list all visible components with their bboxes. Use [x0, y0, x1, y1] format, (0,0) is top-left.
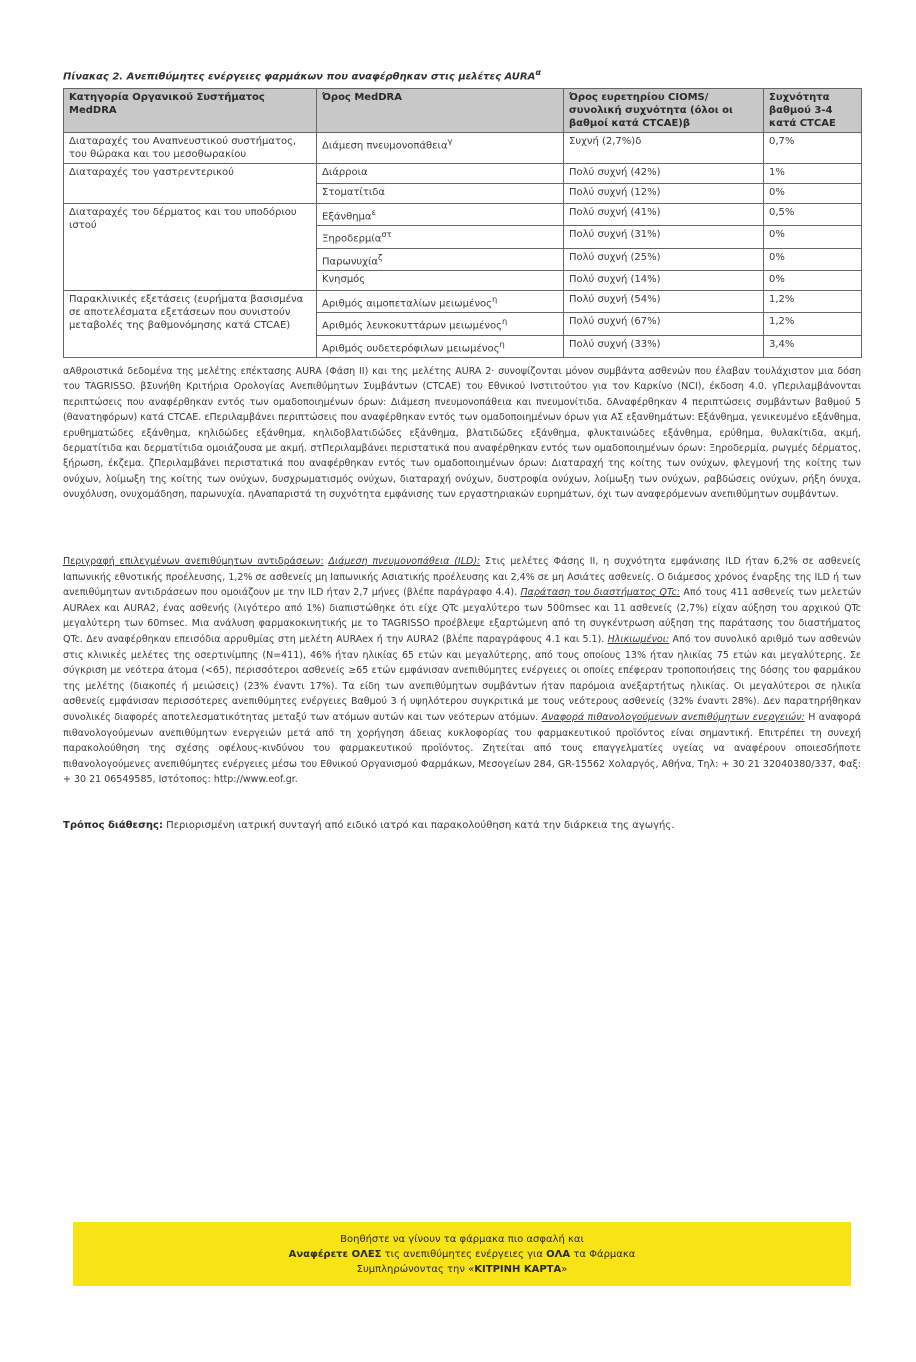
- freq-cell: Συχνή (2,7%)δ: [564, 133, 764, 164]
- term-cell: [317, 335, 564, 357]
- term-cell: [317, 270, 564, 290]
- section-heading: Περιγραφή επιλεγμένων ανεπιθύμητων αντιδράσεων:: [63, 556, 324, 567]
- term-text: Αριθμός αιμοπεταλίων μειωμένος: [322, 298, 493, 310]
- freq-cell: Πολύ συχνή (67%): [564, 313, 764, 335]
- freq-cell: Πολύ συχνή (14%): [564, 270, 764, 290]
- term-sup: ζ: [377, 251, 383, 262]
- term-text: Παρωνυχία: [322, 255, 378, 267]
- banner-text: τις ανεπιθύμητες ενέργειες για: [381, 1248, 547, 1260]
- header-soc: Κατηγορία Οργανικού Συστήματος MedDRA: [64, 89, 317, 133]
- table-header-row: [64, 89, 862, 133]
- table-row: [64, 290, 862, 312]
- grade-cell: 1%: [764, 164, 862, 184]
- table-row: [64, 204, 862, 226]
- freq-cell: Πολύ συχνή (31%): [564, 226, 764, 248]
- grade-cell: 0%: [764, 184, 862, 204]
- qtc-text: Από τους 411 ασθενείς των μελετών AURAex και AURA2, ένας ασθενής (λιγότερο από 1%) διαπιστώθηκε ότι είχε QTc μεγαλύτερο των 500msec και 11 ασθενείς (2,7%) είχαν αύξηση του αρχικού QTc μεγαλύτερη των 60msec. Μια ανάλυση φαρμακοκινητικής με το TAGRISSO προέβλεψε εξαρτώμενη από τη συγκέντρωση αύξηση της παράτασης του διαστήματος QTc. Δεν αναφέρθηκαν επεισόδια αρρυθμίας στη μελέτη AURAex ή την AURA2 (βλέπε παραγράφους 4.1 και 5.1).: [63, 587, 861, 645]
- elderly-text: Από τον συνολικό αριθμό των ασθενών στις κλινικές μελέτες της οσερτινίμπης (N=411), 46% ήταν ηλικίας 65 ετών και μεγαλύτερης, από τους οποίους 13% ήταν ηλικίας 75 ετών και μεγαλύτερης. Σε σύγκριση με νεότερα άτομα (<65), περισσότεροι ασθενείς ≥65 ετών εμφάνισαν ανεπιθύμητες ενέργειες οι οποίες επέφεραν τροποποιήσεις της δόσης του φαρμάκου της μελέτης (διακοπές ή μειώσεις) (23% έναντι 17%). Τα είδη των ανεπιθύμητων συμβάντων ήταν παρόμοια ανεξαρτήτως ηλικίας. Οι μεγαλύτεροι σε ηλικία ασθενείς εμφάνισαν περισσότερες ανεπιθύμητες ενέργειες Βαθμού 3 ή υψηλότερου συγκριτικά με τους νεότερους ασθενείς (32% έναντι 28%). Δεν παρατηρήθηκαν συνολικές διαφορές αποτελεσματικότητας μεταξύ των ατόμων αυτών και των νεότερων ατόμων.: [63, 633, 861, 723]
- freq-cell: Πολύ συχνή (41%): [564, 204, 764, 226]
- term-cell: [317, 184, 564, 204]
- soc-cell: Διαταραχές του δέρματος και του υποδόριου ιστού: [64, 204, 317, 291]
- banner-emphasis: ΟΛΑ: [546, 1248, 571, 1260]
- table-footnotes: αΑθροιστικά δεδομένα της μελέτης επέκτασης AURA (Φάση ΙΙ) και της μελέτης AURA 2· συνοψίζονται μόνον συμβάντα ασθενών που έλαβαν τουλάχιστον μια δόση του TAGRISSO. βΣυνήθη Κριτήρια Ορολογίας Ανεπιθύμητων Συμβάντων (CTCAE) του Εθνικού Ινστιτούτου για τον Καρκίνο (NCI), έκδοση 4.0. γΠεριλαμβάνονται περιπτώσεις που αναφέρθηκαν εντός των ομαδοποιημένων όρων: Διάμεση πνευμονοπάθεια και πνευμονίτιδα. δΑναφέρθηκαν 4 περιπτώσεις συμβάντων βαθμού 5 (θανατηφόρων) κατά CTCAE. εΠεριλαμβάνει περιπτώσεις που αναφέρθηκαν εντός των ομαδοποιημένων όρων για ΑΣ εξανθημάτων: Εξάνθημα, γενικευμένο εξάνθημα, ερυθηματώδες εξάνθημα, κηλιδώδες εξάνθημα, κηλιδοβλατιδώδες εξάνθημα, βλατιδώδες εξάνθημα, φλυκταινώδες εξάνθημα, ερύθημα, θυλακίτιδα, ακμή, δερματίτιδα και δερματίτιδα ομοιάζουσα με ακμή. στΠεριλαμβάνει περιστατικά που αναφέρθηκαν εντός των ομαδοποιημένων όρων: Ξηροδερμία, ρωγμές δέρματος, ξήρωση, έκζεμα. ζΠεριλαμβάνει περιστατικά που αναφέρθηκαν εντός των ομαδοποιημένων όρων: Διαταραχή της κοίτης των ονύχων, φλεγμονή της κοίτης των ονύχων, λοίμωξη της κοίτης των ονύχων, δυσχρωματισμός ονύχων, διαταραχή ονύχων, δυστροφία ονύχων, λοίμωξη των ονύχων, ραβδώσεις ονύχων, ρήξη όνυχα, ονυχόλυση, ονυχομάδηση, παρωνυχία. ηΑναπαριστά τη συχνότητα εμφάνισης των εργαστηριακών ευρημάτων, όχι των αναφερόμενων ανεπιθύμητων συμβάντων.: [63, 366, 861, 501]
- table-row: [64, 164, 862, 184]
- term-sup: η: [499, 338, 505, 349]
- soc-cell: Διαταραχές του Αναπνευστικού συστήματος, του θώρακα και του μεσοθωρακίου: [64, 133, 317, 164]
- grade-cell: 0,5%: [764, 204, 862, 226]
- banner-line-3: [73, 1262, 851, 1277]
- header-meddra-term: Όρος MedDRA: [317, 89, 564, 133]
- banner-emphasis: ΚΙΤΡΙΝΗ ΚΑΡΤΑ: [474, 1263, 562, 1275]
- soc-cell: Παρακλινικές εξετάσεις (ευρήματα βασισμένα σε αποτελέσματα εξετάσεων που συνιστούν μεταβολές της βαθμονόμησης κατά CTCAE): [64, 290, 317, 357]
- reporting-heading: Αναφορά πιθανολογούμενων ανεπιθύμητων ενεργειών:: [541, 711, 805, 723]
- grade-cell: 0,7%: [764, 133, 862, 164]
- selected-adverse-reactions-section: [63, 554, 861, 788]
- freq-cell: Πολύ συχνή (25%): [564, 248, 764, 270]
- banner-emphasis: Αναφέρετε ΟΛΕΣ: [288, 1248, 382, 1260]
- table-caption: [63, 67, 863, 82]
- freq-cell: Πολύ συχνή (54%): [564, 290, 764, 312]
- yellow-card-banner: [73, 1222, 851, 1286]
- term-text: Στοματίτιδα: [322, 187, 385, 198]
- table-caption-text: Πίνακας 2. Ανεπιθύμητες ενέργειες φαρμάκων που αναφέρθηκαν στις μελέτες AURA: [63, 71, 536, 83]
- term-cell: [317, 248, 564, 270]
- header-grade-3-4: Συχνότητα βαθμού 3-4 κατά CTCAE: [764, 89, 862, 133]
- term-cell: [317, 226, 564, 248]
- term-text: Ξηροδερμία: [322, 233, 382, 245]
- term-cell: [317, 133, 564, 164]
- term-sup: ε: [371, 207, 376, 217]
- qtc-heading: Παράταση του διαστήματος QTc:: [520, 587, 681, 599]
- grade-cell: 0%: [764, 226, 862, 248]
- ild-text: Στις μελέτες Φάσης II, η συχνότητα εμφάνισης ILD ήταν 6,2% σε ασθενείς Ιαπωνικής εθνοτικής προέλευσης, 1,2% σε ασθενείς μη Ιαπωνικής Ασιατικής προέλευσης και 2,4% σε μη Ασιάτες ασθενείς. Ο διάμεσος χρόνος έναρξης της ILD ή των ανεπιθύμητων αντιδράσεων που ομοιάζουν με την ILD ήταν 2,7 μήνες (βλέπε παράγραφο 4.4).: [63, 556, 861, 599]
- term-cell: [317, 164, 564, 184]
- term-text: Κνησμός: [322, 273, 366, 285]
- banner-text: Συμπληρώνοντας την «: [356, 1263, 475, 1275]
- grade-cell: 1,2%: [764, 290, 862, 312]
- term-text: Εξάνθημα: [322, 211, 372, 223]
- banner-line-1: Βοηθήστε να γίνουν τα φάρμακα πιο ασφαλή και: [340, 1233, 584, 1245]
- dispensing-method: [63, 820, 861, 831]
- table-row: [64, 133, 862, 164]
- soc-cell: Διαταραχές του γαστρεντερικού: [64, 164, 317, 204]
- term-text: Αριθμός λευκοκυττάρων μειωμένος: [322, 320, 503, 332]
- term-sup: γ: [447, 136, 453, 146]
- term-cell: [317, 313, 564, 335]
- term-cell: [317, 204, 564, 226]
- term-text: Αριθμός ουδετερόφιλων μειωμένος: [322, 342, 500, 354]
- dispensing-text: Περιορισμένη ιατρική συνταγή από ειδικό ιατρό και παρακολούθηση κατά την διάρκεια της αγωγής.: [162, 820, 675, 831]
- reporting-text: Η αναφορά πιθανολογούμενων ανεπιθύμητων ενεργειών μετά από τη χορήγηση άδειας κυκλοφορίας του φαρμακευτικού προϊόντος είναι σημαντική. Επιτρέπει τη συνεχή παρακολούθηση της σχέσης οφέλους-κινδύνου του φαρμακευτικού προϊόντος. Ζητείται από τους επαγγελματίες υγείας να αναφέρουν οποιεσδήποτε πιθανολογούμενες ανεπιθύμητες ενέργειες μέσω του Εθνικού Οργανισμού Φαρμάκων, Μεσογείων 284, GR-15562 Χολαργός, Αθήνα, Τηλ: + 30 21 32040380/337, Φαξ: + 30 21 06549585, Ιστότοπος: http://www.eof.gr.: [63, 711, 862, 786]
- grade-cell: 1,2%: [764, 313, 862, 335]
- banner-text: »: [561, 1263, 568, 1275]
- ild-heading: Διάμεση πνευμονοπάθεια (ILD):: [328, 556, 481, 567]
- table-caption-sup: α: [535, 67, 542, 77]
- term-sup: στ: [381, 229, 392, 240]
- elderly-heading: Ηλικιωμένοι:: [607, 633, 670, 645]
- banner-line-2: [73, 1247, 851, 1262]
- grade-cell: 0%: [764, 248, 862, 270]
- banner-text: τα Φάρμακα: [570, 1248, 636, 1260]
- freq-cell: Πολύ συχνή (42%): [564, 164, 764, 184]
- adverse-reactions-table: [63, 88, 862, 358]
- grade-cell: 3,4%: [764, 335, 862, 357]
- header-frequency: Όρος ευρετηρίου CIOMS/συνολική συχνότητα (όλοι οι βαθμοί κατά CTCAE)β: [564, 89, 764, 133]
- term-text: Διάρροια: [322, 167, 368, 178]
- term-cell: [317, 290, 564, 312]
- grade-cell: 0%: [764, 270, 862, 290]
- term-sup: η: [502, 316, 508, 327]
- term-text: Διάμεση πνευμονοπάθεια: [322, 140, 448, 152]
- dispensing-label: Τρόπος διάθεσης:: [63, 820, 163, 831]
- term-sup: η: [492, 293, 498, 304]
- freq-cell: Πολύ συχνή (33%): [564, 335, 764, 357]
- freq-cell: Πολύ συχνή (12%): [564, 184, 764, 204]
